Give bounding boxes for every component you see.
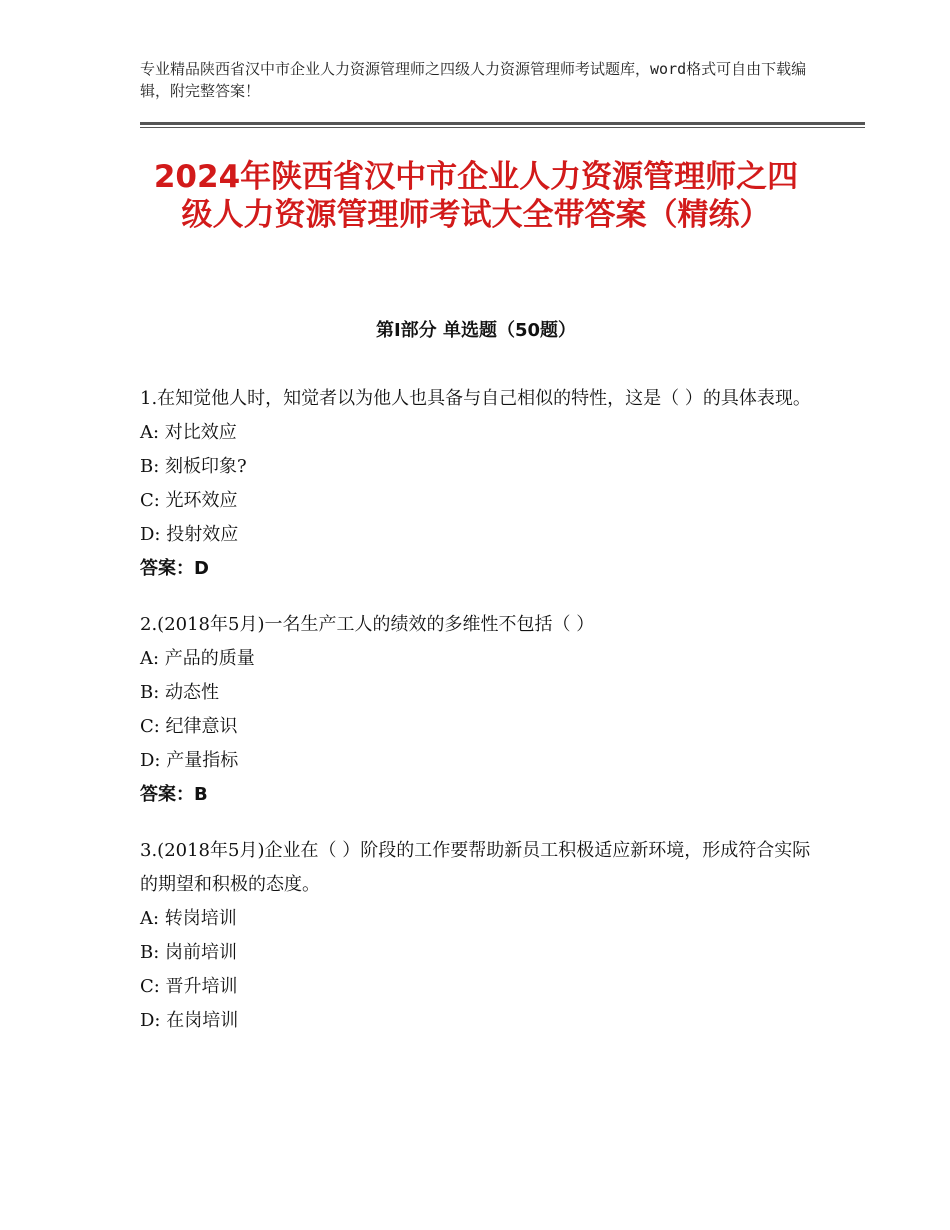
option-d: D: 在岗培训 [140,1010,239,1031]
header-note: 专业精品陕西省汉中市企业人力资源管理师之四级人力资源管理师考试题库，word格式可自由下载编辑，附完整答案！ [140,60,807,100]
option-c: C: 光环效应 [140,490,238,511]
option-a: A: 对比效应 [140,422,237,443]
question-1 [140,382,820,586]
question-stem: 3.(2018年5月)企业在（ ）阶段的工作要帮助新员工积极适应新环境，形成符合实际的期望和积极的态度。 [140,840,811,895]
question-3 [140,834,820,1038]
header-rule-thick [140,122,865,125]
answer: 答案：D [140,558,209,579]
section-title: 第Ⅰ部分 单选题（50题） [375,320,576,341]
question-stem: 1.在知觉他人时，知觉者以为他人也具备与自己相似的特性，这是（ ）的具体表现。 [140,388,811,409]
option-d: D: 产量指标 [140,750,239,771]
option-c: C: 晋升培训 [140,976,238,997]
header-rule-thin [140,127,865,128]
option-a: A: 转岗培训 [140,908,237,929]
option-b: B: 刻板印象? [140,456,247,477]
option-a: A: 产品的质量 [140,648,255,669]
question-list [140,382,820,1038]
option-b: B: 动态性 [140,682,220,703]
option-b: B: 岗前培训 [140,942,238,963]
answer: 答案：B [140,784,208,805]
question-stem: 2.(2018年5月)一名生产工人的绩效的多维性不包括（ ） [140,614,595,635]
document-title: 2024年陕西省汉中市企业人力资源管理师之四级人力资源管理师考试大全带答案（精练） [153,159,799,233]
question-2 [140,608,820,812]
option-d: D: 投射效应 [140,524,239,545]
option-c: C: 纪律意识 [140,716,238,737]
